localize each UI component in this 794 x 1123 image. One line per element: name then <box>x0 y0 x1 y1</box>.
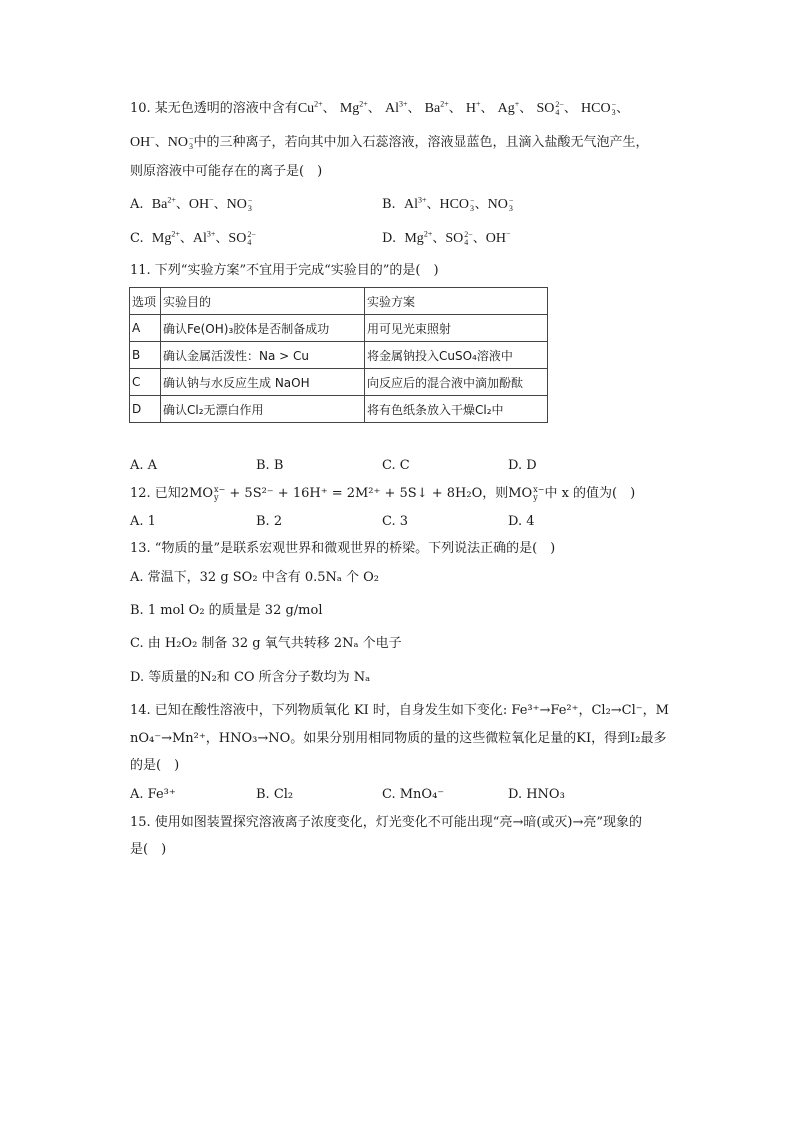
q13-option-a: A. 常温下，32 g SO₂ 中含有 0.5Nₐ 个 O₂ <box>130 570 380 585</box>
q12-option-c: C. 3 <box>382 514 409 529</box>
table-cell: 将金属钠投入CuSO₄溶液中 <box>365 342 548 369</box>
table-cell: 确认Cl₂无漂白作用 <box>161 396 365 423</box>
q10-option-c: C. $Mg^{2+}$、$Al^{3+}$、SO 2− 4 <box>130 229 256 247</box>
q11-option-d: D. D <box>508 458 537 473</box>
q13-stem: 13. “物质的量”是联系宏观世界和微观世界的桥梁。下列说法正确的是( ) <box>130 541 556 556</box>
q11-stem: 11. 下列“实验方案”不宜用于完成“实验目的”的是( ) <box>130 263 439 278</box>
table-cell: C <box>130 369 161 396</box>
q14-line1: 14. 已知在酸性溶液中，下列物质氧化 KI 时，自身发生如下变化: Fe³⁺→Fe²⁺，Cl₂→Cl⁻，M <box>130 703 669 718</box>
table-cell: A <box>130 315 161 342</box>
q15-line2: 是( ) <box>130 842 167 857</box>
table-cell: 向反应后的混合液中滴加酚酞 <box>365 369 548 396</box>
q13-option-b: B. 1 mol O₂ 的质量是 32 g/mol <box>130 603 323 618</box>
q11-option-b: B. B <box>256 458 284 473</box>
q11-option-a: A. A <box>130 458 158 473</box>
q14-option-a: A. Fe³⁺ <box>130 787 176 802</box>
q14-option-b: B. Cl₂ <box>256 787 294 802</box>
q10-option-d: D. $Mg^{2+}$、SO 2− 4 、OH− <box>382 229 511 247</box>
table-header-cell: 实验方案 <box>365 288 548 315</box>
table-cell: 确认Fe(OH)₃胶体是否制备成功 <box>161 315 365 342</box>
q13-option-c: C. 由 H₂O₂ 制备 32 g 氧气共转移 2Nₐ 个电子 <box>130 636 402 651</box>
table-row <box>130 342 548 369</box>
table-cell: B <box>130 342 161 369</box>
q14-option-d: D. HNO₃ <box>508 787 565 802</box>
q12-option-d: D. 4 <box>508 514 535 529</box>
q10-line3: 则原溶液中可能存在的离子是( ) <box>130 164 323 179</box>
q15-line1: 15. 使用如图装置探究溶液离子浓度变化，灯光变化不可能出现“亮→暗(或灭)→亮”现象的 <box>130 815 643 830</box>
q12-option-b: B. 2 <box>256 514 283 529</box>
q14-line2: nO₄⁻→Mn²⁺，HNO₃→NO。如果分别用相同物质的量的这些微粒氧化足量的KI，得到I₂最多 <box>130 731 667 746</box>
table-row <box>130 315 548 342</box>
q13-option-d: D. 等质量的N₂和 CO 所含分子数均为 Nₐ <box>130 670 371 685</box>
q12-option-a: A. 1 <box>130 514 156 529</box>
q14-option-c: C. MnO₄⁻ <box>382 787 445 802</box>
q11-option-c: C. C <box>382 458 410 473</box>
table-cell: 将有色纸条放入干燥Cl₂中 <box>365 396 548 423</box>
q12-stem: 12. 已知2MO x− y + 5S²⁻ + 16H⁺ = 2M²⁺ + 5S↓ + 8H₂O，则MO x− y 中 x 的值为( ) <box>130 484 636 502</box>
q10-line2: OH−、NO − 3 中的三种离子，若向其中加入石蕊溶液，溶液显蓝色，且滴入盐酸无气泡产生， <box>130 133 649 151</box>
q14-line3: 的是( ) <box>130 758 180 773</box>
table-cell: 确认金属活泼性：Na > Cu <box>161 342 365 369</box>
q10-option-b: B. $Al^{3+}$、HCO − 3 、NO − 3 <box>382 195 514 213</box>
q10-line1: 10. 某无色透明的溶液中含有$Cu^{2+}$、 $Mg^{2+}$、 $Al^{3+}$、 $Ba^{2+}$、 H+、 Ag+、 SO 2− 4 、 HCO − 3 、 <box>130 99 630 117</box>
table-header-row <box>130 288 548 315</box>
table-header-cell: 实验目的 <box>161 288 365 315</box>
table-header-cell: 选项 <box>130 288 161 315</box>
q11-table <box>129 287 548 423</box>
q10-option-a: A. $Ba^{2+}$、OH−、NO − 3 <box>130 195 253 213</box>
table-row <box>130 369 548 396</box>
table-cell: D <box>130 396 161 423</box>
table-row <box>130 396 548 423</box>
table-cell: 用可见光束照射 <box>365 315 548 342</box>
table-cell: 确认钠与水反应生成 NaOH <box>161 369 365 396</box>
